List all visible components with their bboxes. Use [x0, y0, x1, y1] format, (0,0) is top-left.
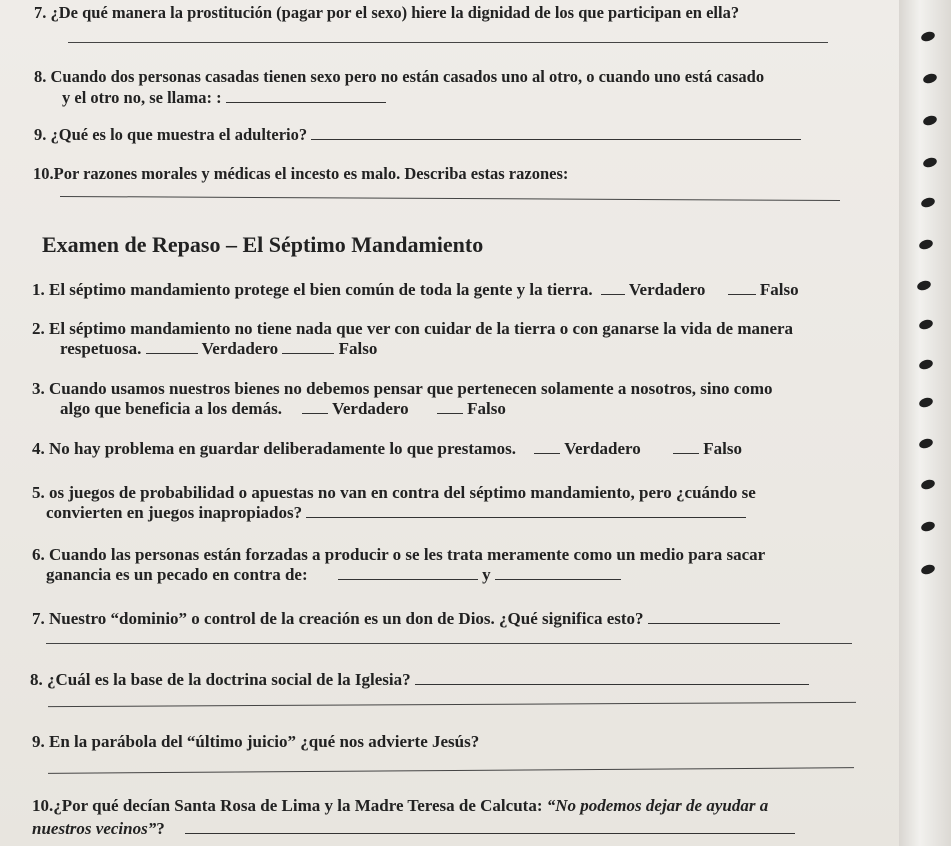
prev-question-10: 10.Por razones morales y médicas el incesto es malo. Describa estas razones: — [33, 164, 569, 183]
binder-edge — [899, 0, 951, 846]
answer-blank[interactable] — [306, 503, 746, 518]
verdadero-label: Verdadero — [201, 339, 279, 358]
answer-line[interactable] — [48, 767, 854, 774]
verdadero-blank[interactable] — [302, 399, 328, 414]
verdadero-blank[interactable] — [601, 280, 625, 295]
exam-question-2-line2: respetuosa. Verdadero Falso — [60, 339, 378, 358]
exam-question-3-line1: 3. Cuando usamos nuestros bienes no debemos pensar que pertenecen solamente a nosotros, sino como — [32, 379, 773, 398]
answer-line[interactable] — [60, 196, 840, 201]
answer-line[interactable] — [48, 702, 856, 707]
verdadero-label: Verdadero — [564, 439, 641, 458]
answer-blank-1[interactable] — [338, 565, 478, 580]
falso-label: Falso — [703, 439, 742, 458]
binder-ring — [920, 520, 936, 533]
binder-ring — [918, 358, 934, 371]
prev-question-7: 7. ¿De qué manera la prostitución (pagar por el sexo) hiere la dignidad de los que participan en ella? — [34, 3, 740, 22]
falso-label: Falso — [759, 280, 799, 299]
falso-blank[interactable] — [437, 399, 463, 414]
exam-question-10-line1: 10.¿Por qué decían Santa Rosa de Lima y la Madre Teresa de Calcuta: “No podemos dejar de ayudar a — [32, 796, 769, 815]
falso-label: Falso — [338, 339, 378, 358]
binder-ring — [920, 196, 936, 209]
answer-blank[interactable] — [648, 609, 780, 624]
exam-title: Examen de Repaso – El Séptimo Mandamiento — [42, 232, 484, 257]
binder-ring — [918, 437, 934, 450]
conjunction-y: y — [482, 565, 491, 584]
answer-line[interactable] — [68, 42, 828, 43]
answer-blank[interactable] — [311, 125, 801, 140]
exam-question-5-line1: 5. os juegos de probabilidad o apuestas no van en contra del séptimo mandamiento, pero ¿cuándo se — [32, 483, 756, 502]
falso-blank[interactable] — [728, 280, 756, 295]
binder-ring — [922, 114, 938, 127]
verdadero-label: Verdadero — [332, 399, 409, 418]
exam-question-7: 7. Nuestro “dominio” o control de la creación es un don de Dios. ¿Qué significa esto? — [32, 608, 780, 630]
binder-ring — [918, 396, 934, 409]
verdadero-blank[interactable] — [146, 339, 198, 354]
binder-ring — [918, 318, 934, 331]
binder-ring — [920, 478, 936, 491]
binder-ring — [920, 563, 936, 576]
verdadero-label: Verdadero — [628, 280, 706, 299]
prev-question-8-line2: y el otro no, se llama: : — [62, 87, 386, 109]
exam-question-9: 9. En la parábola del “último juicio” ¿qué nos advierte Jesús? — [32, 732, 480, 751]
exam-question-10-line2: nuestros vecinos”? — [32, 818, 795, 840]
answer-blank[interactable] — [185, 819, 795, 834]
exam-question-1: 1. El séptimo mandamiento protege el bien común de toda la gente y la tierra. Verdadero Falso — [32, 280, 799, 299]
falso-blank[interactable] — [282, 339, 334, 354]
exam-question-2-line1: 2. El séptimo mandamiento no tiene nada que ver con cuidar de la tierra o con ganarse la vida de manera — [32, 319, 794, 338]
verdadero-blank[interactable] — [534, 439, 560, 454]
binder-ring — [922, 72, 938, 85]
falso-blank[interactable] — [673, 439, 699, 454]
answer-line[interactable] — [46, 643, 852, 644]
exam-question-6-line2: ganancia es un pecado en contra de: y — [46, 564, 621, 586]
falso-label: Falso — [467, 399, 506, 418]
answer-blank-2[interactable] — [495, 565, 621, 580]
binder-ring — [918, 238, 934, 251]
exam-question-8: 8. ¿Cuál es la base de la doctrina social de la Iglesia? — [30, 669, 809, 691]
binder-ring — [920, 30, 936, 43]
answer-blank[interactable] — [415, 670, 809, 685]
prev-question-9: 9. ¿Qué es lo que muestra el adulterio? — [34, 124, 801, 146]
exam-question-5-line2: convierten en juegos inapropiados? — [46, 502, 746, 524]
exam-question-3-line2: algo que beneficia a los demás. Verdadero Falso — [60, 399, 506, 418]
binder-ring — [916, 279, 932, 292]
answer-blank[interactable] — [226, 88, 386, 103]
binder-ring — [922, 156, 938, 169]
exam-question-4: 4. No hay problema en guardar deliberadamente lo que prestamos. Verdadero Falso — [32, 439, 742, 458]
prev-question-8-line1: 8. Cuando dos personas casadas tienen sexo pero no están casados uno al otro, o cuando uno está casado — [34, 67, 765, 86]
exam-question-6-line1: 6. Cuando las personas están forzadas a producir o se les trata meramente como un medio para sacar — [32, 545, 766, 564]
